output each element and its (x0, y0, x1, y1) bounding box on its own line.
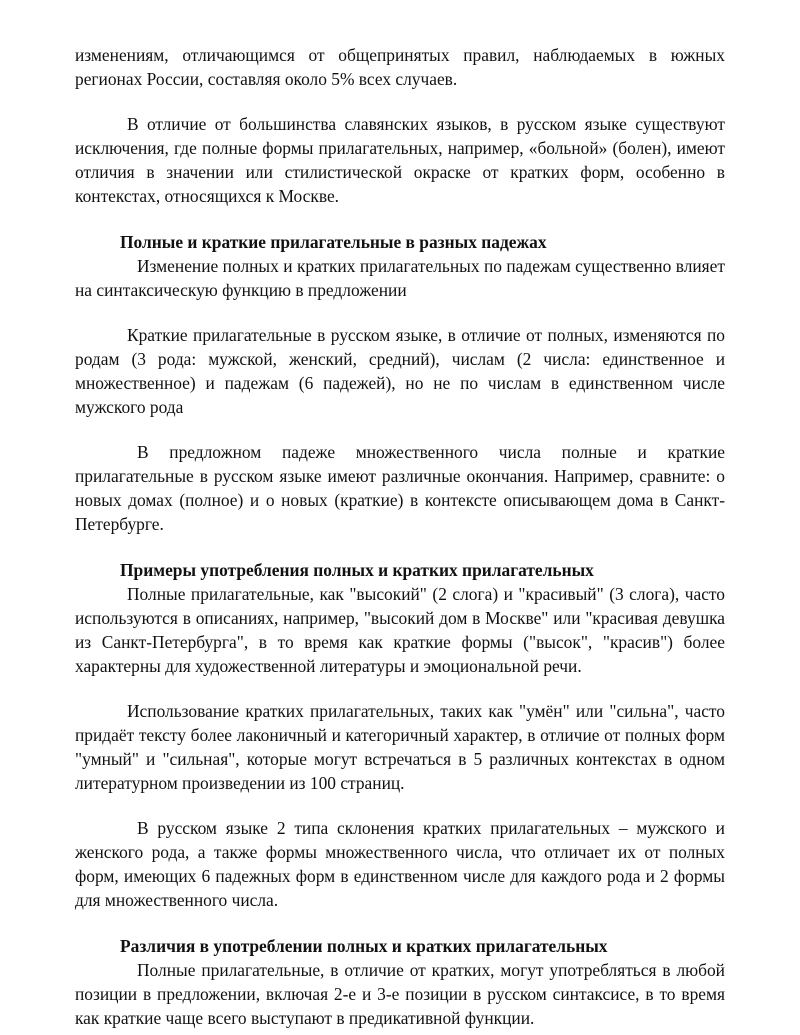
paragraph: Краткие прилагательные в русском языке, в отличие от полных, изменяются по родам (3 рода: мужской, женский, средний), числам (2 числа: единственное и множественное) и падежам (6 падежей), но не по числам в единственном числе мужского рода (75, 325, 725, 417)
section-heading: Полные и краткие прилагательные в разных падежах (120, 232, 547, 252)
paragraph: В предложном падеже множественного числа полные и краткие прилагательные в русском языке имеют различные окончания. Например, сравните: о новых домах (полное) и о новых (краткие) в контексте описывающем дома в Санкт-Петербурге. (75, 442, 725, 534)
paragraph: Полные прилагательные, в отличие от кратких, могут употребляться в любой позиции в предложении, включая 2-е и 3-е позиции в русском синтаксисе, в то время как краткие чаще всего выступают в предикативной функции. (75, 960, 725, 1028)
section-heading: Примеры употребления полных и кратких прилагательных (120, 560, 594, 580)
paragraph: Полные прилагательные, как "высокий" (2 слога) и "красивый" (3 слога), часто используются в описаниях, например, "высокий дом в Москве" или "красивая девушка из Санкт-Петербурга", в то время как краткие формы ("высок", "красив") более характерны для художественной литературы и эмоциональной речи. (75, 584, 725, 676)
paragraph: Изменение полных и кратких прилагательных по падежам существенно влияет на синтаксическую функцию в предложении (75, 256, 725, 300)
paragraph: Использование кратких прилагательных, таких как "умён" или "сильна", часто придаёт тексту более лаконичный и категоричный характер, в отличие от полных форм "умный" и "сильная", которые могут встречаться в 5 различных контекстах в одном литературном произведении из 100 страниц. (75, 701, 725, 793)
paragraph-continued: изменениям, отличающимся от общепринятых правил, наблюдаемых в южных регионах России, составляя около 5% всех случаев. (75, 45, 725, 89)
paragraph: В отличие от большинства славянских языков, в русском языке существуют исключения, где полные формы прилагательных, например, «больной» (болен), имеют отличия в значении или стилистической окраске от кратких форм, особенно в контекстах, относящихся к Москве. (75, 114, 725, 206)
section-heading: Различия в употреблении полных и кратких прилагательных (120, 936, 608, 956)
paragraph: В русском языке 2 типа склонения кратких прилагательных – мужского и женского рода, а также формы множественного числа, что отличает их от полных форм, имеющих 6 падежных форм в единственном числе для каждого рода и 2 формы для множественного числа. (75, 818, 725, 910)
